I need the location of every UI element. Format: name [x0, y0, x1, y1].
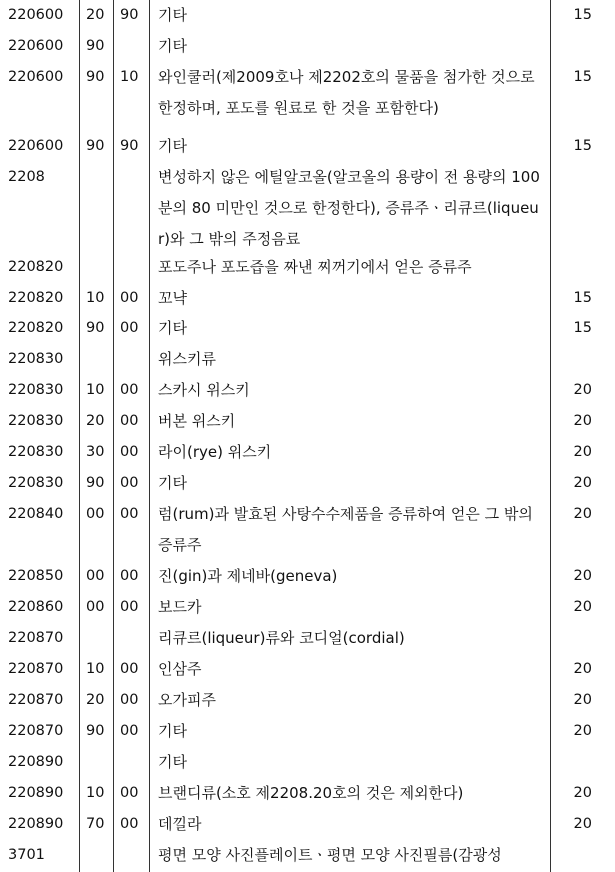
cell-s1: 20: [86, 692, 105, 708]
cell-desc: 포도주나 포도즙을 짜낸 찌꺼기에서 얻은 증류주: [158, 258, 472, 276]
cell-desc: 위스키류: [158, 350, 216, 368]
cell-s2: 00: [120, 475, 139, 491]
cell-desc: 진(gin)과 제네바(geneva): [158, 567, 338, 585]
cell-code: 220600: [8, 38, 64, 54]
cell-code: 220850: [8, 568, 64, 584]
cell-s1: 20: [86, 7, 105, 23]
column-divider: [149, 0, 150, 872]
cell-s2: 00: [120, 568, 139, 584]
cell-s2: 00: [120, 816, 139, 832]
cell-code: 220860: [8, 599, 64, 615]
cell-s2: 00: [120, 661, 139, 677]
cell-s2: 00: [120, 290, 139, 306]
column-divider: [113, 0, 114, 872]
cell-s1: 10: [86, 382, 105, 398]
cell-rate: 20: [573, 568, 592, 584]
cell-desc: 브랜디류(소호 제2208.20호의 것은 제외한다): [158, 784, 464, 802]
cell-code: 220830: [8, 382, 64, 398]
cell-code: 220600: [8, 138, 64, 154]
cell-s1: 00: [86, 599, 105, 615]
cell-desc: 스카시 위스키: [158, 381, 250, 399]
cell-s2: 00: [120, 413, 139, 429]
cell-code: 220890: [8, 754, 64, 770]
cell-code: 220870: [8, 630, 64, 646]
cell-rate: 20: [573, 444, 592, 460]
cell-desc: 기타: [158, 319, 187, 337]
cell-s1: 90: [86, 69, 105, 85]
cell-s1: 30: [86, 444, 105, 460]
cell-desc: 꼬냑: [158, 289, 187, 307]
cell-s1: 90: [86, 138, 105, 154]
cell-s2: 00: [120, 599, 139, 615]
cell-s1: 90: [86, 723, 105, 739]
cell-s1: 90: [86, 475, 105, 491]
cell-s1: 00: [86, 568, 105, 584]
cell-desc: 기타: [158, 753, 187, 771]
cell-s2: 00: [120, 692, 139, 708]
cell-s1: 90: [86, 38, 105, 54]
cell-desc: 기타: [158, 137, 187, 155]
cell-s1: 10: [86, 661, 105, 677]
cell-code: 220840: [8, 506, 64, 522]
cell-code: 220600: [8, 69, 64, 85]
cell-s2: 00: [120, 382, 139, 398]
cell-code: 220820: [8, 290, 64, 306]
cell-rate: 15: [573, 69, 592, 85]
cell-desc: 와인쿨러(제2009호나 제2202호의 물품을 첨가한 것으로 한정하며, 포도를 원료로 한 것을 포함한다): [158, 68, 535, 117]
cell-rate: 15: [573, 138, 592, 154]
cell-code: 220870: [8, 723, 64, 739]
cell-s1: 90: [86, 320, 105, 336]
cell-code: 2208: [8, 169, 45, 185]
cell-desc: 럼(rum)과 발효된 사탕수수제품을 증류하여 얻은 그 밖의 증류주: [158, 505, 533, 554]
cell-s2: 00: [120, 444, 139, 460]
cell-desc: 오가피주: [158, 691, 216, 709]
cell-desc: 변성하지 않은 에틸알코올(알코올의 용량이 전 용량의 100분의 80 미만인 것으로 한정한다), 증류주ㆍ리큐르(liqueur)와 그 밖의 주정음료: [158, 168, 540, 248]
cell-code: 220830: [8, 475, 64, 491]
cell-desc: 라이(rye) 위스키: [158, 443, 272, 461]
cell-rate: 20: [573, 723, 592, 739]
cell-desc: 인삼주: [158, 660, 202, 678]
cell-s2: 00: [120, 723, 139, 739]
cell-code: 3701: [8, 847, 45, 863]
cell-s1: 70: [86, 816, 105, 832]
cell-s1: 20: [86, 413, 105, 429]
cell-s2: 10: [120, 69, 139, 85]
cell-rate: 20: [573, 661, 592, 677]
cell-code: 220890: [8, 785, 64, 801]
cell-s1: 10: [86, 785, 105, 801]
cell-rate: 20: [573, 785, 592, 801]
cell-code: 220890: [8, 816, 64, 832]
cell-rate: 20: [573, 599, 592, 615]
cell-code: 220600: [8, 7, 64, 23]
cell-desc: 평면 모양 사진플레이트ㆍ평면 모양 사진필름(감광성: [158, 846, 502, 864]
cell-rate: 20: [573, 506, 592, 522]
cell-desc: 기타: [158, 6, 187, 24]
cell-code: 220830: [8, 444, 64, 460]
cell-rate: 20: [573, 475, 592, 491]
cell-s2: 00: [120, 506, 139, 522]
cell-desc: 데낄라: [158, 815, 202, 833]
cell-s2: 00: [120, 785, 139, 801]
cell-rate: 15: [573, 7, 592, 23]
cell-desc: 보드카: [158, 598, 202, 616]
cell-s1: 10: [86, 290, 105, 306]
cell-rate: 15: [573, 320, 592, 336]
cell-rate: 20: [573, 692, 592, 708]
cell-s2: 90: [120, 7, 139, 23]
cell-rate: 20: [573, 816, 592, 832]
cell-s2: 90: [120, 138, 139, 154]
cell-rate: 20: [573, 382, 592, 398]
cell-desc: 기타: [158, 37, 187, 55]
cell-rate: 15: [573, 290, 592, 306]
cell-desc: 버본 위스키: [158, 412, 236, 430]
cell-code: 220870: [8, 661, 64, 677]
cell-code: 220820: [8, 259, 64, 275]
column-divider: [550, 0, 551, 872]
cell-code: 220830: [8, 351, 64, 367]
cell-s1: 00: [86, 506, 105, 522]
cell-code: 220830: [8, 413, 64, 429]
cell-desc: 리큐르(liqueur)류와 코디얼(cordial): [158, 629, 405, 647]
cell-code: 220870: [8, 692, 64, 708]
cell-desc: 기타: [158, 474, 187, 492]
cell-code: 220820: [8, 320, 64, 336]
cell-s2: 00: [120, 320, 139, 336]
cell-desc: 기타: [158, 722, 187, 740]
cell-rate: 20: [573, 413, 592, 429]
